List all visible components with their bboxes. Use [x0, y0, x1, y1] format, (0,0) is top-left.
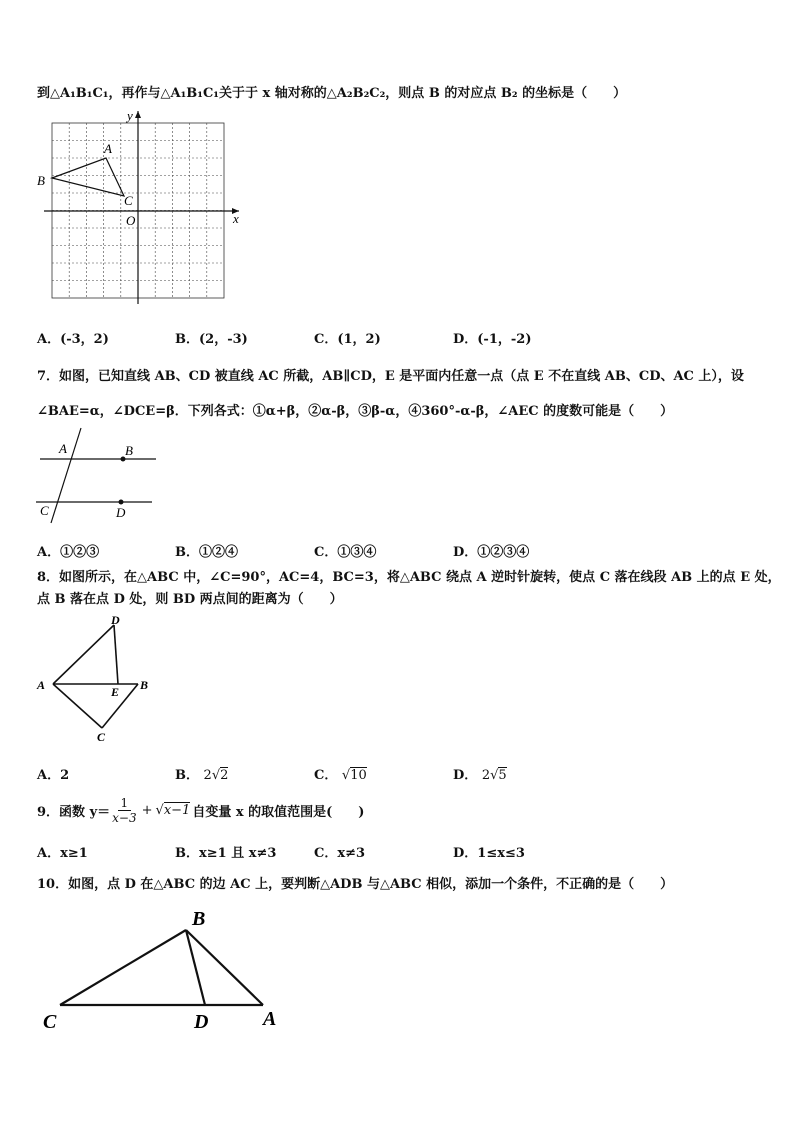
q8-label-c: C: [97, 730, 106, 744]
q8-stem-line2: 点 B 落在点 D 处，则 BD 两点间的距离为（ ）: [37, 592, 343, 607]
q9-option-a[interactable]: A．x≥1: [37, 846, 88, 861]
q7-label-d: D: [116, 505, 126, 520]
sqrt-expression: √10: [341, 768, 367, 783]
q8-option-c[interactable]: C． √10: [314, 768, 367, 783]
q7-option-a[interactable]: A．①②③: [37, 545, 100, 560]
q10-label-c: C: [43, 1011, 57, 1033]
q6-label-x: x: [233, 211, 239, 226]
q6-option-a[interactable]: A．(-3，2): [37, 332, 109, 347]
q10-label-b: B: [192, 908, 206, 930]
q6-label-y: y: [127, 108, 133, 123]
q6-label-a: A: [104, 141, 112, 156]
fraction: 1 x−3: [112, 796, 137, 825]
q7-stem-line2: ∠BAE=α，∠DCE=β．下列各式：①α+β，②α-β，③β-α，④360°-α-β，∠AEC 的度数可能是（ ）: [37, 404, 674, 419]
q6-option-c[interactable]: C．(1，2): [314, 332, 381, 347]
q7-option-b[interactable]: B．①②④: [175, 545, 239, 560]
sqrt-expression: 2√5: [481, 768, 507, 783]
q8-label-d: D: [111, 613, 120, 627]
q7-label-c: C: [40, 503, 49, 518]
q7-option-d[interactable]: D．①②③④: [453, 545, 530, 560]
q8-label-b: B: [140, 678, 149, 692]
q7-label-a: A: [59, 441, 67, 456]
q8-option-a[interactable]: A．2: [37, 768, 70, 783]
q6-label-o: O: [126, 213, 136, 228]
q9-option-c[interactable]: C．x≠3: [314, 846, 366, 861]
q6-option-d[interactable]: D．(-1，-2): [453, 332, 532, 347]
q9-stem: 9．函数 y＝ 1 x−3 + √x−1 自变量 x 的取值范围是( ): [37, 796, 365, 825]
q10-triangle-figure: [38, 905, 298, 1035]
q6-stem: 到△A₁B₁C₁，再作与△A₁B₁C₁关于于 x 轴对称的△A₂B₂C₂，则点 B 的对应点 B₂ 的坐标是（ ）: [37, 86, 627, 101]
q10-label-d: D: [194, 1011, 209, 1033]
q9-option-d[interactable]: D．1≤x≤3: [453, 846, 525, 861]
q8-option-b[interactable]: B． 2√2: [175, 768, 229, 783]
q8-label-a: A: [37, 678, 46, 692]
q8-rotation-figure: [34, 612, 164, 747]
sqrt-expression: √x−1: [155, 803, 191, 818]
sqrt-expression: 2√2: [203, 768, 229, 783]
q7-parallel-lines-figure: [34, 425, 164, 525]
q6-grid-figure: [34, 108, 248, 308]
q7-option-c[interactable]: C．①③④: [314, 545, 377, 560]
q10-label-a: A: [263, 1008, 277, 1030]
q6-label-b: B: [37, 173, 45, 188]
q6-option-b[interactable]: B．(2，-3): [175, 332, 248, 347]
q10-stem: 10．如图，点 D 在△ABC 的边 AC 上，要判断△ADB 与△ABC 相似，添加一个条件，不正确的是（ ）: [37, 877, 674, 892]
q7-label-b: B: [125, 443, 133, 458]
q8-label-e: E: [111, 685, 120, 699]
q6-label-c: C: [124, 193, 133, 208]
q8-stem-line1: 8．如图所示，在△ABC 中，∠C=90°，AC=4，BC=3，将△ABC 绕点 A 逆时针旋转，使点 C 落在线段 AB 上的点 E 处，: [37, 570, 781, 585]
q9-option-b[interactable]: B．x≥1 且 x≠3: [175, 846, 277, 861]
q7-stem-line1: 7．如图，已知直线 AB、CD 被直线 AC 所截，AB∥CD，E 是平面内任意一点（点 E 不在直线 AB、CD、AC 上），设: [37, 369, 744, 384]
q8-option-d[interactable]: D． 2√5: [453, 768, 507, 783]
